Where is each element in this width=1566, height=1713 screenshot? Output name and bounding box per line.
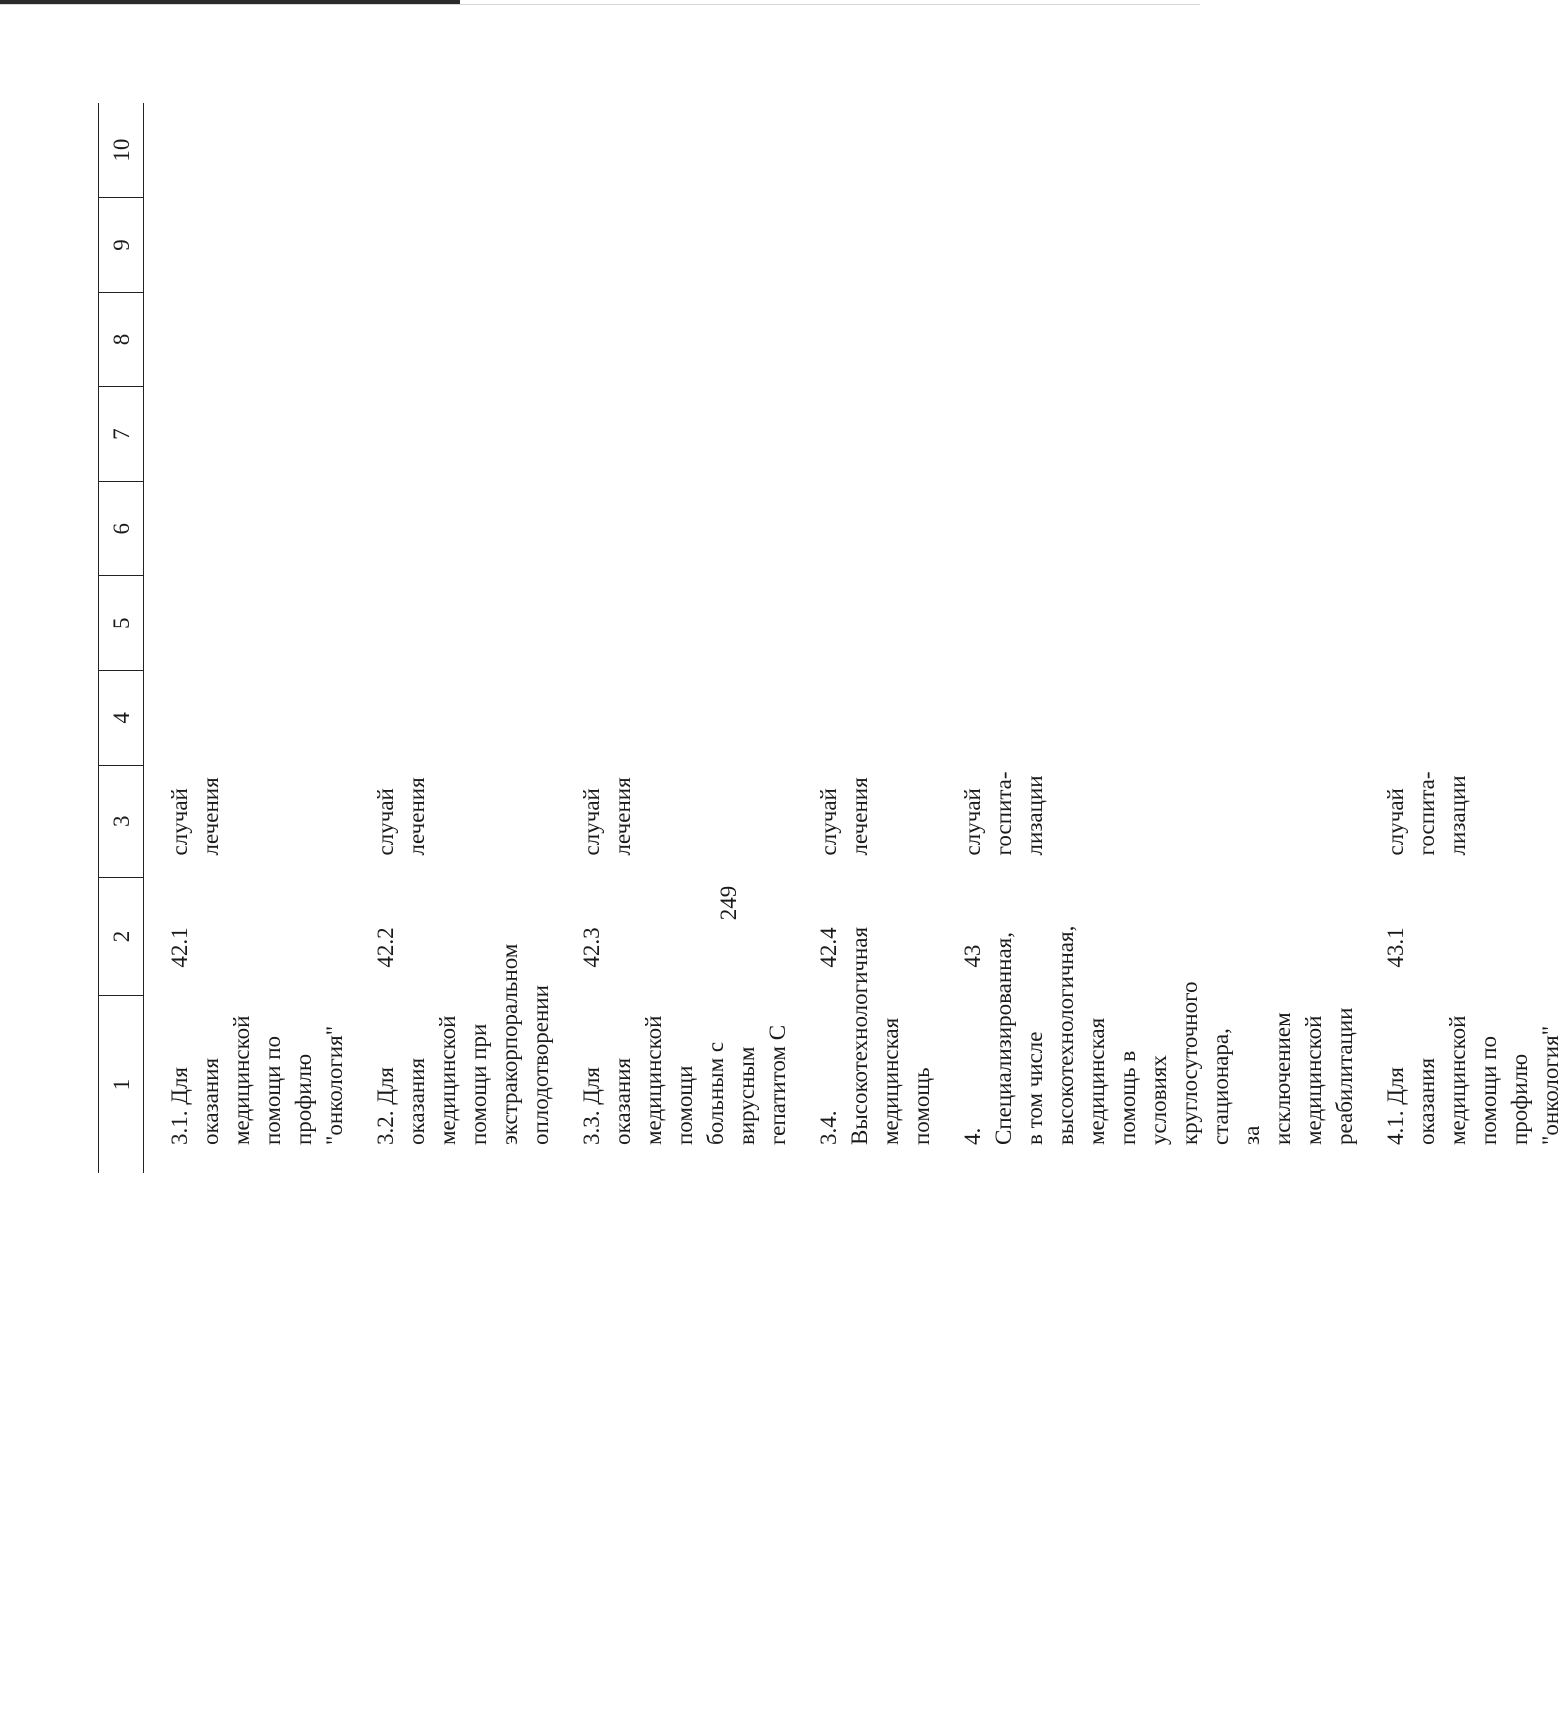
empty-cell	[144, 198, 351, 293]
row-unit: случай лечения	[816, 777, 872, 856]
row-code: 42.2	[373, 927, 398, 968]
empty-cell	[1360, 481, 1566, 576]
row-name: 4. Специализированная, в том числе высокотехнологичная, медицинская помощь в условиях круглосуточного стационара, за исключением медицинской реабилитации	[960, 925, 1357, 1145]
empty-cell	[350, 576, 556, 671]
column-header: 1	[99, 996, 144, 1173]
row-code: 42.3	[579, 927, 604, 968]
column-header: 3	[99, 765, 144, 877]
empty-cell	[144, 292, 351, 387]
empty-cell	[793, 576, 937, 671]
empty-cell	[793, 198, 937, 293]
column-header: 6	[99, 481, 144, 576]
empty-cell	[144, 576, 351, 671]
empty-cell	[1360, 292, 1566, 387]
empty-cell	[1360, 387, 1566, 482]
column-header: 2	[99, 877, 144, 995]
column-header: 5	[99, 576, 144, 671]
empty-cell	[1360, 576, 1566, 671]
empty-cell	[144, 387, 351, 482]
empty-cell	[1360, 198, 1566, 293]
row-code: 42.4	[816, 927, 841, 968]
empty-cell	[1360, 103, 1566, 198]
column-header: 4	[99, 671, 144, 766]
empty-cell	[937, 481, 1360, 576]
empty-cell	[793, 103, 937, 198]
empty-cell	[350, 481, 556, 576]
empty-cell	[350, 387, 556, 482]
empty-cell	[937, 576, 1360, 671]
row-name: 3.1. Для оказания медицинской помощи по профилю "онкология"	[167, 1015, 347, 1145]
empty-cell	[556, 292, 793, 387]
table-header-row	[99, 103, 144, 1173]
page-number: 249	[716, 885, 741, 921]
row-unit: случай лечения	[579, 777, 635, 856]
row-code: 43.1	[1383, 927, 1408, 968]
column-header: 8	[99, 292, 144, 387]
data-table	[98, 103, 1566, 1173]
table-row	[144, 103, 351, 1173]
empty-cell	[556, 198, 793, 293]
table-row	[350, 103, 556, 1173]
empty-cell	[793, 671, 937, 766]
empty-cell	[144, 671, 351, 766]
empty-cell	[556, 481, 793, 576]
scan-edge-line	[0, 4, 1200, 5]
row-unit: случай госпита-лизации	[1383, 771, 1470, 856]
row-name: 4.1. Для оказания медицинской помощи по профилю "онкология"	[1383, 1015, 1563, 1145]
empty-cell	[937, 103, 1360, 198]
empty-cell	[937, 671, 1360, 766]
column-header: 7	[99, 387, 144, 482]
table-row	[937, 103, 1360, 1173]
empty-cell	[556, 387, 793, 482]
empty-cell	[1360, 671, 1566, 766]
empty-cell	[556, 103, 793, 198]
empty-cell	[144, 481, 351, 576]
rotated-page	[0, 113, 1563, 1713]
table-row	[556, 103, 793, 1173]
row-unit: случай госпита-лизации	[960, 771, 1047, 856]
empty-cell	[937, 198, 1360, 293]
empty-cell	[350, 292, 556, 387]
row-code: 42.1	[167, 927, 192, 968]
empty-cell	[350, 198, 556, 293]
row-name: 3.3. Для оказания медицинской помощи больным с вирусным гепатитом С	[579, 1015, 790, 1145]
empty-cell	[793, 387, 937, 482]
empty-cell	[350, 671, 556, 766]
row-unit: случай лечения	[167, 777, 223, 856]
empty-cell	[556, 671, 793, 766]
row-code: 43	[960, 944, 985, 968]
empty-cell	[793, 292, 937, 387]
empty-cell	[556, 576, 793, 671]
row-name: 3.4. Высокотехнологичная медицинская помощь	[816, 926, 934, 1145]
empty-cell	[144, 103, 351, 198]
column-header: 9	[99, 198, 144, 293]
empty-cell	[937, 387, 1360, 482]
empty-cell	[793, 481, 937, 576]
table-row	[793, 103, 937, 1173]
empty-cell	[350, 103, 556, 198]
row-unit: случай лечения	[373, 777, 429, 856]
empty-cell	[937, 292, 1360, 387]
table-row	[1360, 103, 1566, 1173]
column-header: 10	[99, 103, 144, 198]
row-name: 3.2. Для оказания медицинской помощи при экстракорпоральном оплодотворении	[373, 943, 553, 1145]
